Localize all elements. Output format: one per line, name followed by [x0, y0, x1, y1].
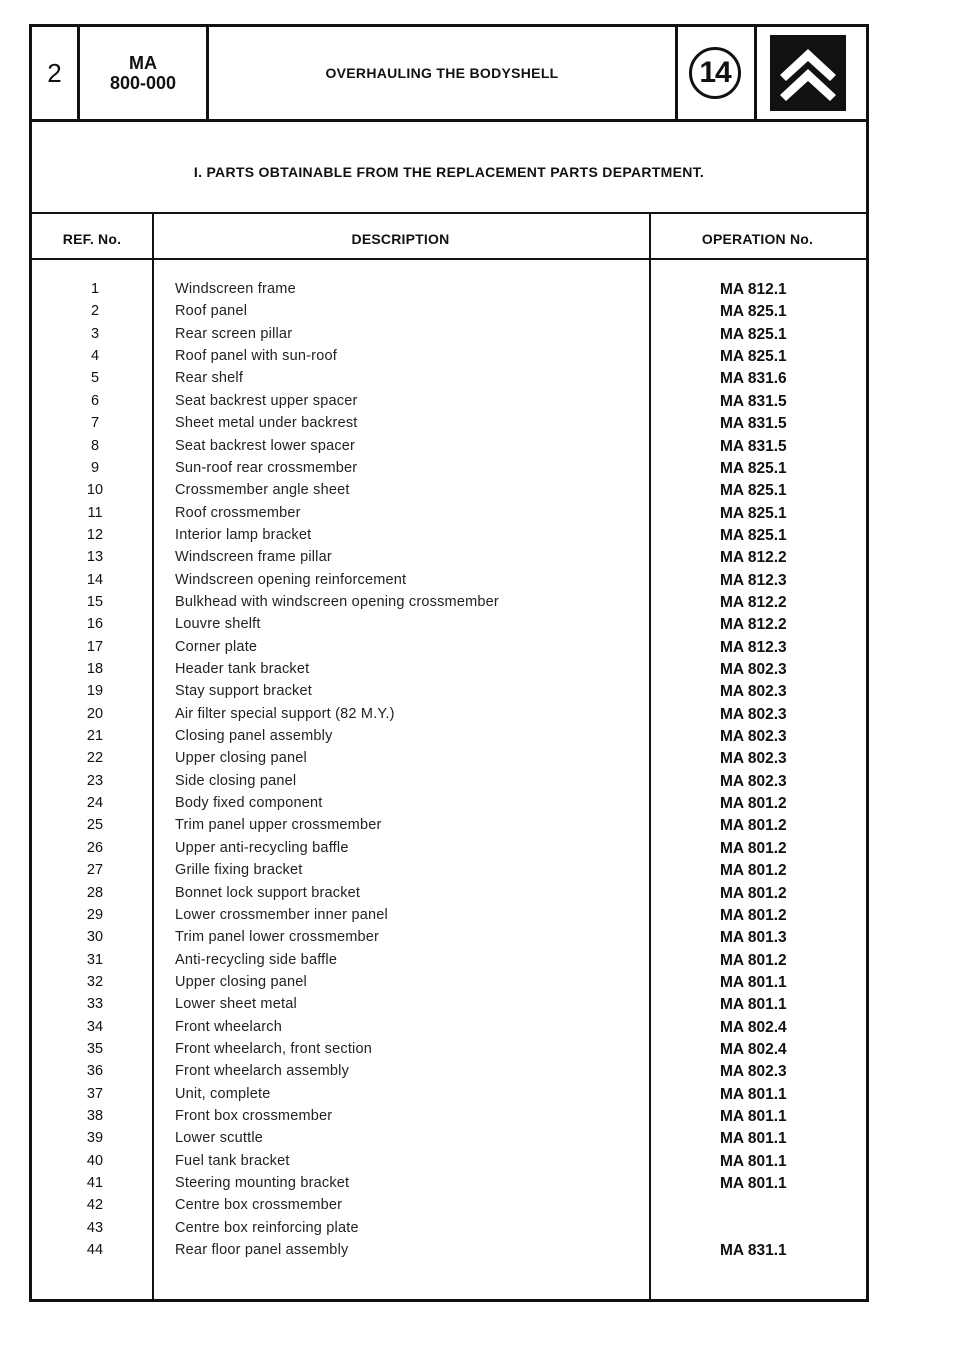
ref-number-cell: 10 [86, 482, 104, 499]
table-row [32, 303, 866, 325]
table-row [32, 281, 866, 303]
table-row [32, 639, 866, 661]
operation-number-cell: MA 812.2 [720, 549, 787, 567]
operation-number-cell: MA 802.3 [720, 705, 787, 723]
ref-number-cell: 13 [86, 549, 104, 566]
table-row [32, 572, 866, 594]
document-title: OVERHAULING THE BODYSHELL [325, 65, 559, 81]
description-cell: Bulkhead with windscreen opening crossmember [175, 593, 499, 610]
operation-number-cell: MA 812.2 [720, 616, 787, 634]
description-cell: Windscreen opening reinforcement [175, 571, 407, 588]
table-row [32, 728, 866, 750]
operation-number-cell: MA 801.2 [720, 817, 787, 835]
table-row [32, 885, 866, 907]
ref-number-cell: 27 [86, 862, 104, 879]
description-cell: Air filter special support (82 M.Y.) [175, 705, 395, 722]
chapter-number: 14 [689, 47, 741, 99]
table-row [32, 1242, 866, 1264]
page-header [32, 27, 866, 122]
ref-number-cell: 26 [86, 839, 104, 856]
table-row [32, 594, 866, 616]
description-cell: Upper anti-recycling baffle [175, 839, 349, 856]
operation-number-cell: MA 812.3 [720, 571, 787, 589]
operation-number-cell: MA 831.5 [720, 392, 787, 410]
operation-number-cell: MA 825.1 [720, 504, 787, 522]
description-cell: Front wheelarch [175, 1018, 282, 1035]
table-row [32, 438, 866, 460]
description-cell: Unit, complete [175, 1085, 271, 1102]
description-cell: Grille fixing bracket [175, 862, 303, 879]
table-row [32, 1019, 866, 1041]
table-row [32, 326, 866, 348]
description-cell: Body fixed component [175, 795, 323, 812]
header-divider [754, 27, 757, 119]
operation-number-cell: MA 802.3 [720, 728, 787, 745]
table-row [32, 1220, 866, 1242]
description-cell: Sheet metal under backrest [175, 415, 358, 432]
page-frame [29, 24, 869, 1302]
ref-number-cell: 17 [86, 638, 104, 655]
ref-number-cell: 9 [90, 459, 100, 476]
description-cell: Header tank bracket [175, 661, 310, 677]
ref-number-cell: 25 [86, 817, 104, 834]
table-row [32, 1197, 866, 1219]
operation-number-cell: MA 812.2 [720, 593, 787, 611]
ref-number-cell: 20 [86, 705, 104, 722]
operation-number-cell: MA 801.1 [720, 996, 787, 1014]
description-cell: Fuel tank bracket [175, 1152, 290, 1169]
description-cell: Closing panel assembly [175, 728, 333, 744]
description-cell: Sun-roof rear crossmember [175, 459, 358, 476]
ref-number-cell: 7 [90, 415, 100, 432]
description-cell: Roof panel [175, 303, 248, 320]
ref-number-cell: 2 [90, 303, 100, 320]
operation-number-cell: MA 802.3 [720, 772, 787, 790]
operation-number-cell: MA 802.3 [720, 683, 787, 701]
table-row [32, 795, 866, 817]
table-row [32, 750, 866, 772]
ref-number-cell: 39 [86, 1130, 104, 1147]
ref-number-cell: 36 [86, 1063, 104, 1080]
table-row [32, 952, 866, 974]
ref-number-cell: 44 [86, 1242, 104, 1259]
table-row [32, 1041, 866, 1063]
operation-number-cell: MA 825.1 [720, 459, 787, 477]
table-row [32, 706, 866, 728]
description-cell: Front wheelarch assembly [175, 1063, 350, 1080]
operation-number-cell: MA 802.4 [720, 1040, 787, 1058]
ref-number-cell: 18 [86, 661, 104, 677]
chapter-badge [678, 27, 752, 119]
description-cell: Upper closing panel [175, 750, 307, 767]
description-cell: Front wheelarch, front section [175, 1040, 373, 1057]
table-row [32, 393, 866, 415]
ref-number-cell: 3 [90, 325, 100, 342]
ref-number-cell: 32 [86, 973, 104, 990]
column-header-ref-label: REF. No. [62, 231, 122, 247]
table-row [32, 1153, 866, 1175]
table-row [32, 370, 866, 392]
operation-number-cell: MA 802.3 [720, 750, 787, 768]
operation-number-cell: MA 801.1 [720, 1175, 787, 1192]
ref-number-cell: 24 [86, 795, 104, 812]
description-cell: Stay support bracket [175, 683, 312, 700]
ref-number-cell: 14 [86, 571, 104, 588]
operation-number-cell: MA 801.2 [720, 862, 787, 880]
operation-number-cell: MA 812.3 [720, 638, 787, 656]
description-cell: Steering mounting bracket [175, 1175, 350, 1191]
manual-code-line1: MA [129, 53, 157, 73]
table-row [32, 929, 866, 951]
table-row [32, 840, 866, 862]
table-row [32, 549, 866, 571]
description-cell: Side closing panel [175, 772, 297, 789]
description-cell: Crossmember angle sheet [175, 482, 350, 499]
description-cell: Centre box reinforcing plate [175, 1219, 359, 1236]
ref-number-cell: 30 [86, 929, 104, 946]
description-cell: Interior lamp bracket [175, 526, 312, 543]
operation-number-cell: MA 831.1 [720, 1242, 787, 1260]
operation-number-cell: MA 801.2 [720, 795, 787, 813]
ref-number-cell: 35 [86, 1040, 104, 1057]
description-cell: Roof crossmember [175, 504, 301, 521]
column-header-operation [649, 214, 866, 260]
description-cell: Windscreen frame pillar [175, 549, 332, 566]
table-row [32, 683, 866, 705]
operation-number-cell: MA 831.6 [720, 370, 787, 388]
ref-number-cell: 19 [86, 683, 104, 700]
operation-number-cell: MA 801.2 [720, 951, 787, 969]
table-row [32, 773, 866, 795]
ref-number-cell: 38 [86, 1108, 104, 1124]
table-row [32, 817, 866, 839]
operation-number-cell: MA 802.3 [720, 1063, 787, 1081]
manual-code-line2: 800-000 [109, 73, 177, 93]
operation-number-cell: MA 825.1 [720, 482, 787, 500]
citroen-logo-icon [770, 35, 846, 111]
double-chevron-icon [770, 35, 846, 111]
table-row [32, 907, 866, 929]
description-cell: Front box crossmember [175, 1108, 333, 1124]
description-cell: Louvre shelft [175, 616, 261, 633]
ref-number-cell: 16 [86, 616, 104, 633]
ref-number-cell: 12 [86, 526, 104, 543]
table-row [32, 996, 866, 1018]
description-cell: Rear screen pillar [175, 325, 293, 342]
description-cell: Lower crossmember inner panel [175, 906, 388, 923]
description-cell: Anti-recycling side baffle [175, 951, 338, 968]
description-cell: Rear floor panel assembly [175, 1242, 349, 1259]
table-row [32, 1130, 866, 1152]
description-cell: Corner plate [175, 638, 258, 655]
ref-number-cell: 5 [90, 370, 100, 387]
description-cell: Lower sheet metal [175, 996, 297, 1013]
ref-number-cell: 8 [90, 437, 100, 454]
description-cell: Upper closing panel [175, 973, 307, 990]
description-cell: Centre box crossmember [175, 1197, 343, 1214]
operation-number-cell: MA 812.1 [720, 281, 787, 298]
column-header-ref [32, 214, 152, 260]
description-cell: Trim panel upper crossmember [175, 817, 382, 834]
ref-number-cell: 41 [86, 1175, 104, 1191]
table-row [32, 1063, 866, 1085]
ref-number-cell: 11 [87, 504, 103, 521]
operation-number-cell: MA 825.1 [720, 303, 787, 321]
operation-number-cell: MA 825.1 [720, 325, 787, 343]
ref-number-cell: 42 [86, 1197, 104, 1214]
ref-number-cell: 6 [90, 392, 100, 409]
description-cell: Lower scuttle [175, 1130, 264, 1147]
table-row [32, 460, 866, 482]
table-row [32, 661, 866, 683]
operation-number-cell: MA 801.3 [720, 929, 787, 947]
operation-number-cell: MA 801.1 [720, 1130, 787, 1148]
operation-number-cell: MA 801.1 [720, 1085, 787, 1103]
column-header-operation-label: OPERATION No. [701, 231, 814, 247]
description-cell: Trim panel lower crossmember [175, 929, 380, 946]
operation-number-cell: MA 825.1 [720, 526, 787, 544]
section-heading-box [32, 122, 866, 214]
operation-number-cell: MA 801.2 [720, 906, 787, 924]
table-row [32, 505, 866, 527]
description-cell: Bonnet lock support bracket [175, 884, 361, 901]
ref-number-cell: 4 [90, 348, 100, 365]
table-row [32, 1086, 866, 1108]
table-row [32, 348, 866, 370]
ref-number-cell: 40 [86, 1152, 104, 1169]
table-row [32, 1108, 866, 1130]
operation-number-cell: MA 831.5 [720, 437, 787, 455]
ref-number-cell: 33 [86, 996, 104, 1013]
ref-number-cell: 34 [86, 1018, 104, 1035]
manual-code [80, 27, 206, 119]
section-title: I. PARTS OBTAINABLE FROM THE REPLACEMENT PARTS DEPARTMENT. [193, 164, 705, 180]
ref-number-cell: 31 [86, 951, 104, 968]
description-cell: Windscreen frame [175, 281, 296, 297]
operation-number-cell: MA 801.1 [720, 1108, 787, 1125]
table-row [32, 1175, 866, 1197]
operation-number-cell: MA 801.2 [720, 884, 787, 902]
description-cell: Roof panel with sun-roof [175, 348, 337, 365]
ref-number-cell: 15 [86, 593, 104, 610]
operation-number-cell: MA 801.2 [720, 839, 787, 857]
description-cell: Rear shelf [175, 370, 244, 387]
operation-number-cell: MA 801.1 [720, 973, 787, 991]
ref-number-cell: 1 [90, 281, 100, 297]
operation-number-cell: MA 831.5 [720, 415, 787, 433]
operation-number-cell: MA 825.1 [720, 348, 787, 366]
page-number: 2 [47, 57, 62, 88]
description-cell: Seat backrest lower spacer [175, 437, 356, 454]
ref-number-cell: 29 [86, 906, 104, 923]
table-row [32, 974, 866, 996]
operation-number-cell: MA 802.3 [720, 661, 787, 678]
description-cell: Seat backrest upper spacer [175, 392, 358, 409]
ref-number-cell: 43 [86, 1219, 104, 1236]
table-row [32, 862, 866, 884]
table-row [32, 482, 866, 504]
operation-number-cell: MA 801.1 [720, 1152, 787, 1170]
ref-number-cell: 22 [86, 750, 104, 767]
ref-number-cell: 37 [86, 1085, 104, 1102]
operation-number-cell: MA 802.4 [720, 1018, 787, 1036]
table-row [32, 415, 866, 437]
column-header-description-label: DESCRIPTION [351, 231, 450, 247]
ref-number-cell: 21 [86, 728, 104, 744]
table-row [32, 527, 866, 549]
ref-number-cell: 28 [86, 884, 104, 901]
column-header-description [152, 214, 649, 260]
ref-number-cell: 23 [86, 772, 104, 789]
table-row [32, 616, 866, 638]
